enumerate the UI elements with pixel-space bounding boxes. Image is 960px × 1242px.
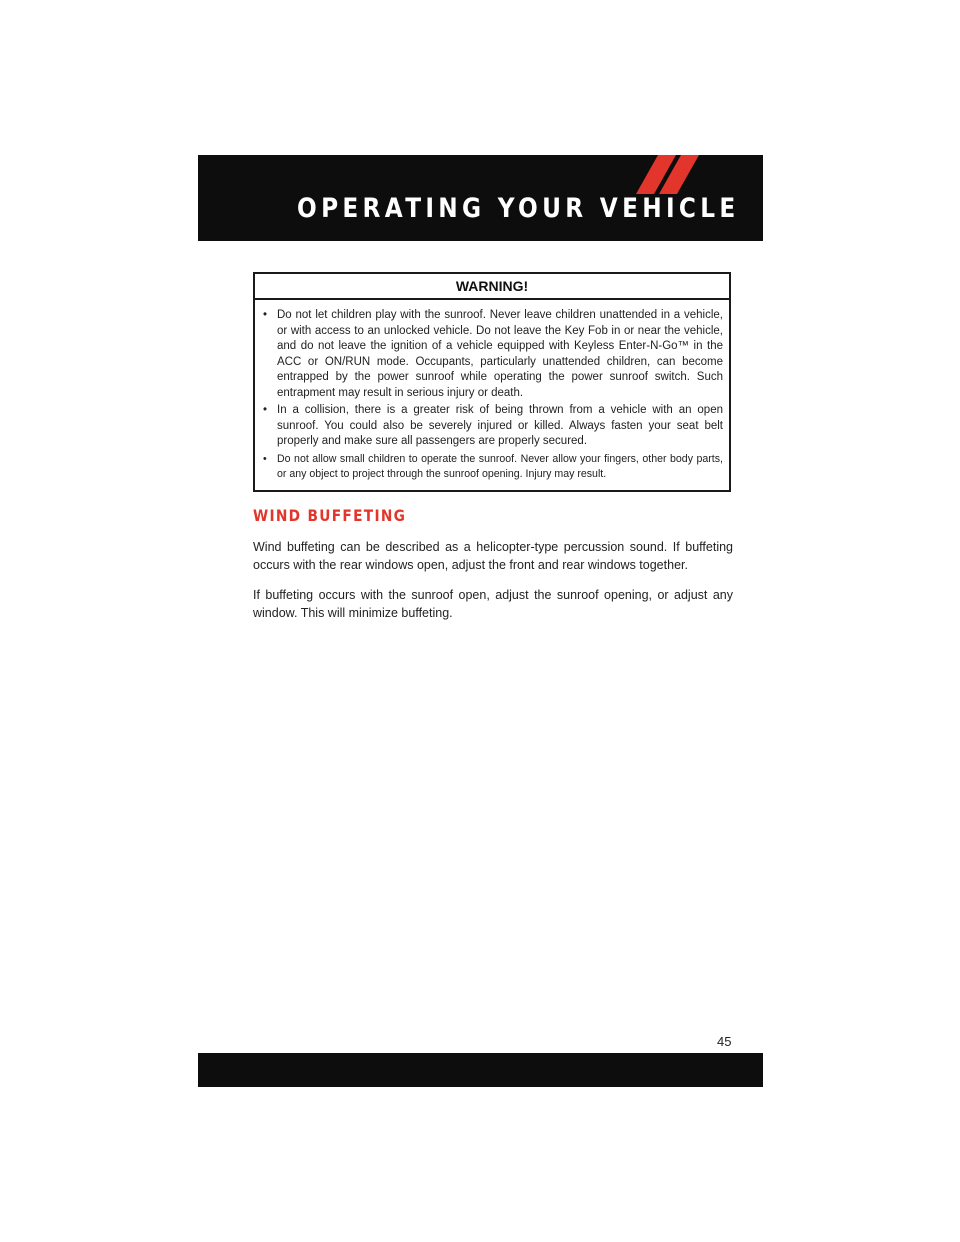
warning-item-text: In a collision, there is a greater risk of being thrown from a vehicle with an open sunroof. You could also be severely injured or killed. Always fasten your seat belt properly and make sure all passengers are properly secured.	[277, 404, 723, 447]
page-number: 45	[717, 1034, 732, 1049]
bullet-icon: •	[263, 404, 268, 416]
warning-item	[263, 452, 723, 483]
warning-item-text: Do not allow small children to operate the sunroof. Never allow your fingers, other body parts, or any object to project through the sunroof opening. Injury may result.	[277, 452, 723, 480]
warning-list	[255, 300, 729, 483]
warning-item-text: Do not let children play with the sunroof. Never leave children unattended in a vehicle, or with access to an unlocked vehicle. Do not leave the Key Fob in or near the vehicle, and do not leave the ignition of a vehicle equipped with Keyless Enter-N-Go™ in the ACC or ON/RUN mode. Occupants, particularly unattended children, can become entrapped by the power sunroof while operating the power sunroof switch. Such entrapment may result in serious injury or death.	[277, 309, 723, 399]
section-title: OPERATING YOUR VEHICLE	[296, 193, 739, 224]
body-paragraph: If buffeting occurs with the sunroof open, adjust the sunroof opening, or adjust any window. This will minimize buffeting.	[253, 588, 733, 620]
warning-heading: WARNING!	[255, 274, 729, 300]
footer-bar	[198, 1053, 763, 1087]
wind-buffeting-heading: WIND BUFFETING	[253, 506, 407, 525]
section-header-banner	[198, 155, 763, 241]
bullet-icon: •	[263, 452, 267, 465]
bullet-icon: •	[263, 309, 268, 321]
warning-item	[263, 308, 723, 401]
warning-item	[263, 403, 723, 450]
body-paragraph: Wind buffeting can be described as a helicopter-type percussion sound. If buffeting occurs with the rear windows open, adjust the front and rear windows together.	[253, 540, 733, 572]
warning-box	[253, 272, 731, 492]
